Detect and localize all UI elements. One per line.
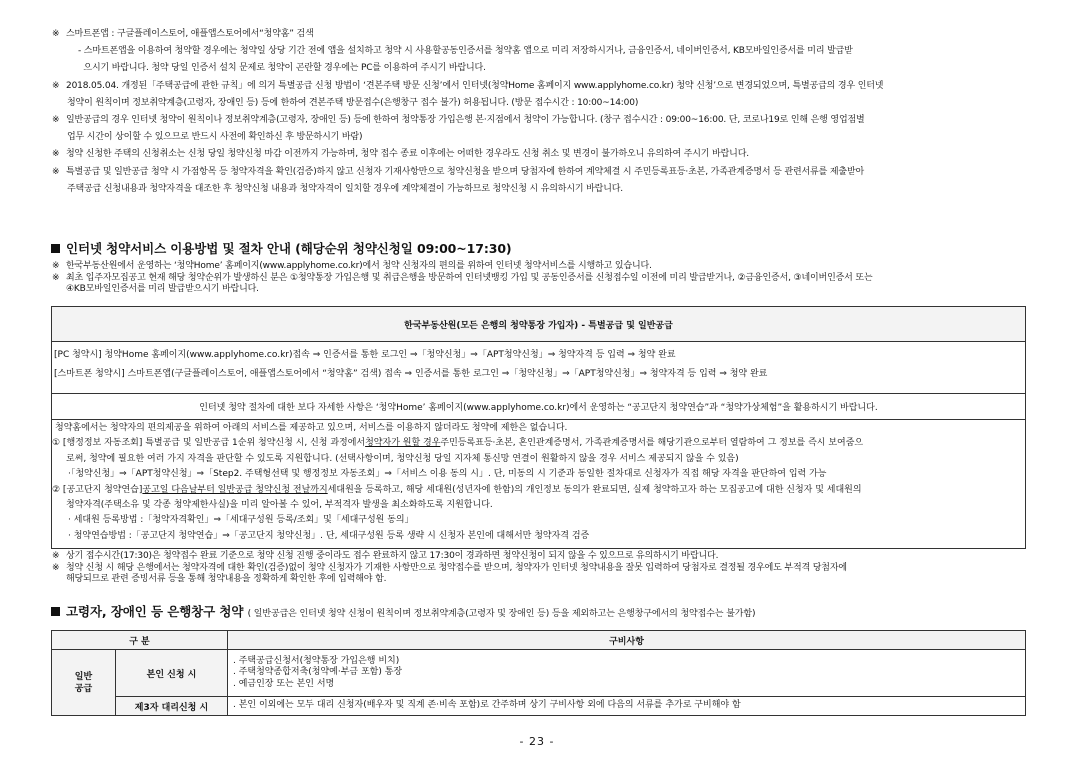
notes-post <box>52 551 847 586</box>
note-line <box>52 95 1037 112</box>
list-item: . 예금인장 또는 본인 서명 <box>233 678 335 689</box>
row-items <box>228 650 1026 697</box>
reference-mark-icon: ※ <box>52 29 60 39</box>
pc-steps: [PC 청약시] 청약Home 홈페이지(www.applyhome.co.kr)접속 ⇒ 인증서를 통한 로그인 ⇒「청약신청」⇒「APT청약신청」⇒ 청약자격 등 입력 ⇒ 청약 완료 <box>54 350 676 360</box>
service-item-2-practice: · 청약연습방법 :「공고단지 청약연습」⇒「공고단지 청약신청」. 단, 세대구성원 등록 생략 시 신청자 본인에 대해서만 청약자격 검증 <box>68 530 590 541</box>
mobile-steps: [스마트폰 청약시] 스마트폰앱(구글플레이스토어, 애플앱스토어에서 “청약홈” 검색) 접속 ⇒ 인증서를 통한 로그인 ⇒「청약신청」⇒「APT청약신청」⇒ 청약자격 등 입력 ⇒ 청약 완료 <box>54 369 768 379</box>
service-item-1-text: ① [행정정보 자동조회] 특별공급 및 일반공급 1순위 청약신청 시, 신청 과정에서 <box>52 438 366 449</box>
table-row <box>52 697 1026 716</box>
service-item-1-path: ·「청약신청」⇒「APT청약신청」⇒「Step2. 주택형선택 및 행정정보 자동조회」⇒「서비스 이용 동의 시」. 단, 미동의 시 기준과 동일한 절차대로 신청자가 직접 해당 자격을 판단하여 입력 가능 <box>68 469 827 480</box>
reference-mark-icon: ※ <box>52 562 60 573</box>
square-bullet-icon <box>51 244 60 253</box>
note-text: 업무 시간이 상이할 수 있으므로 반드시 사전에 확인하신 후 방문하시기 바람) <box>67 132 363 143</box>
procedure-box-title: 한국부동산원(모든 은행의 청약통장 가입자) - 특별공급 및 일반공급 <box>52 307 1025 342</box>
note-line <box>52 129 1037 146</box>
services-body <box>52 419 1025 544</box>
note-line <box>52 261 873 273</box>
col-header-requirements: 구비사항 <box>228 631 1026 650</box>
note-line <box>52 273 873 285</box>
page-number: - 23 - <box>519 735 555 748</box>
note-text: 청약이 원칙이며 정보취약계층(고령자, 장애인 등) 등에 한하여 견본주택 방문접수(은행창구 접수 불가) 허용됩니다. (방문 접수시간 : 10:00~14:00) <box>67 97 639 108</box>
note-line <box>52 563 847 575</box>
table-row <box>52 650 1026 697</box>
note-text: 주택공급 신청내용과 청약자격을 대조한 후 청약신청 내용과 청약자격이 일치할 경우에 계약체결이 가능하므로 청약신청 시 유의하시기 바랍니다. <box>67 183 624 194</box>
col-header-category: 구 분 <box>52 631 228 650</box>
reference-mark-icon: ※ <box>52 261 60 271</box>
section-heading-internet <box>51 239 512 257</box>
reference-mark-icon: ※ <box>52 80 60 91</box>
list-item: . 주택청약종합저축(청약예·부금 포함) 통장 <box>233 667 403 678</box>
note-line <box>52 284 873 296</box>
note-line <box>52 112 1037 129</box>
note-text: 한국부동산원에서 운영하는 ‘청약Home’ 홈페이지(www.applyhome.co.kr)에서 청약 신청자의 편의를 위하여 인터넷 청약서비스를 시행하고 있습니다. <box>66 261 652 271</box>
note-text: 청약 신청 시 해당 은행에서는 청약자격에 대한 확인(검증)없이 청약 신청자가 기재한 사항만으로 청약접수를 받으며, 청약자가 인터넷 청약내용을 잘못 입력하여 당첨자로 결정될 경우에도 부적격 당첨자에 <box>66 562 847 573</box>
section-title: 고령자, 장애인 등 은행창구 청약 <box>66 604 244 619</box>
detail-note: 인터넷 청약 절차에 대한 보다 자세한 사항은 ‘청약Home’ 홈페이지(www.applyhome.co.kr)에서 운영하는 “공고단지 청약연습”과 “청약가상체험”을 활용하시기 바랍니다. <box>52 393 1025 420</box>
note-text: 스마트폰앱 : 구글플레이스토어, 애플앱스토어에서“청약홈” 검색 <box>66 29 314 39</box>
square-bullet-icon <box>51 607 60 616</box>
section-heading-bank <box>51 602 755 620</box>
group-label: 일반 공급 <box>52 650 116 716</box>
row-label: 제3자 대리신청 시 <box>116 697 228 716</box>
service-item-2 <box>52 483 1025 498</box>
note-text: - 스마트폰앱을 이용하여 청약할 경우에는 청약일 상당 기간 전에 앱을 설치하고 청약 시 사용할공동인증서를 청약홈 앱으로 미리 저장하시거나, 금융인증서, 네이버인증서, KB모바일인증서를 미리 발급받 <box>78 46 853 57</box>
note-line <box>52 43 1037 60</box>
note-line <box>52 146 1037 163</box>
table-header-row <box>52 631 1026 650</box>
requirements-table <box>51 630 1026 716</box>
reference-mark-icon: ※ <box>52 114 60 125</box>
note-text: 최초 입주자모집공고 현재 해당 청약순위가 발생하신 분은 ①청약통장 가입은행 및 취급은행을 방문하여 인터넷뱅킹 가입 및 공동인증서를 신청접수일 이전에 미리 발급받거나, ②금융인증서, ③네이버인증서 또는 <box>66 272 873 283</box>
list-item: . 주택공급신청서(청약통장 가입은행 비치) <box>233 655 400 666</box>
procedure-box <box>51 306 1026 549</box>
service-item-1-cont: 로써, 청약에 필요한 여러 가지 자격을 판단할 수 있도록 지원합니다. (선택사항이며, 청약신청 당일 지자체 통신망 연결이 원활하지 않을 경우 서비스 제공되지 않을 수 있음) <box>66 453 739 464</box>
reference-mark-icon: ※ <box>52 272 60 283</box>
note-text: 2018.05.04. 개정된「주택공급에 관한 규칙」에 의거 특별공급 신청 방법이 ‘견본주택 방문 신청’에서 인터넷(청약Home 홈페이지 www.applyhome.co.kr) 청약 신청’으로 변경되었으며, 특별공급의 경우 인터넷 <box>66 80 884 91</box>
service-item-2-underlined: 공고일 다음날부터 일반공급 청약신청 전날까지 <box>142 484 328 495</box>
section-title-note: ( 일반공급은 인터넷 청약 신청이 원칙이며 정보취약계층(고령자 및 장애인 등) 등을 제외하고는 은행창구에서의 청약접수는 불가함) <box>247 609 756 619</box>
service-item-2-cont: 청약자격(주택소유 및 각종 청약제한사실)을 미리 알아볼 수 있어, 부적격자 발생을 최소화하도록 지원합니다. <box>66 500 493 511</box>
note-line <box>52 181 1037 198</box>
notes-top <box>52 26 1037 198</box>
reference-mark-icon: ※ <box>52 149 60 160</box>
note-text: 일반공급의 경우 인터넷 청약이 원칙이나 정보취약계층(고령자, 장애인 등) 등에 한하여 청약통장 가입은행 본·지점에서 청약이 가능합니다. (창구 접수시간 : 09:00~16:00. 단, 코로나19로 인해 은행 영업점별 <box>66 114 865 125</box>
note-text: 특별공급 및 일반공급 청약 시 가점항목 등 청약자격을 확인(검증)하지 않고 신청자 기재사항만으로 청약신청을 받으며 당첨자에 한하여 계약체결 시 주민등록표등·초본, 가족관계증명서 등 관련서류를 제출받아 <box>66 166 865 177</box>
note-line <box>52 551 847 563</box>
note-text: 상기 접수시간(17:30)은 청약접수 완료 기준으로 청약 신청 진행 중이라도 접수 완료하지 않고 17:30이 경과하면 청약신청이 되지 않을 수 있으므로 유의하시기 바랍니다. <box>66 551 719 561</box>
row-text: . 본인 이외에는 모두 대리 신청자(배우자 및 직계 존·비속 포함)로 간주하며 상기 구비사항 외에 다음의 서류를 추가로 구비해야 함 <box>228 697 1026 716</box>
note-line <box>52 60 1037 77</box>
procedure-steps <box>52 341 1025 394</box>
reference-mark-icon: ※ <box>52 551 60 561</box>
note-line <box>52 78 1037 95</box>
row-label: 본인 신청 시 <box>116 650 228 697</box>
note-text: ④KB모바일인증서를 미리 발급받으시기 바랍니다. <box>66 284 259 295</box>
note-text: 청약 신청한 주택의 신청취소는 신청 당일 청약신청 마감 이전까지 가능하며, 청약 접수 종료 이후에는 어떠한 경우라도 신청 취소 및 변경이 불가하오니 유의하여 주시기 바랍니다. <box>66 149 749 160</box>
service-item-2-text: ② [공고단지 청약연습] <box>52 484 143 495</box>
note-text: 으시기 바랍니다. 청약 당일 인증서 설치 문제로 청약이 곤란할 경우에는 PC를 이용하여 주시기 바랍니다. <box>78 63 486 74</box>
reference-mark-icon: ※ <box>52 166 60 177</box>
note-line <box>52 26 1037 43</box>
services-intro: 청약홈에서는 청약자의 편의제공을 위하여 아래의 서비스를 제공하고 있으며, 서비스를 이용하지 않더라도 청약에 제한은 없습니다. <box>55 423 568 433</box>
section-title: 인터넷 청약서비스 이용방법 및 절차 안내 (해당순위 청약신청일 09:00~17:30) <box>66 241 512 256</box>
service-item-2-register: · 세대원 등록방법 :「청약자격확인」⇒「세대구성원 등록/조회」및「세대구성원 동의」 <box>68 515 414 526</box>
service-item-1 <box>52 436 1025 451</box>
note-line <box>52 574 847 586</box>
service-item-1-text-rest: 주민등록표등·초본, 혼인관계증명서, 가족관계증명서를 해당기관으로부터 열람하여 그 정보를 즉시 보여줌으 <box>440 438 864 449</box>
service-item-2-text-rest: 세대원을 등록하고, 해당 세대원(성년자에 한함)의 개인정보 동의가 완료되면, 실제 청약하고자 하는 모집공고에 대한 신청자 및 세대원의 <box>327 484 862 495</box>
notes-pre <box>52 261 873 296</box>
note-line <box>52 164 1037 181</box>
note-text: 해당되므로 관련 증빙서류 등을 통해 청약내용을 정확하게 확인한 후에 입력해야 함. <box>66 574 387 585</box>
service-item-1-underlined: 청약자가 원할 경우 <box>365 438 441 449</box>
